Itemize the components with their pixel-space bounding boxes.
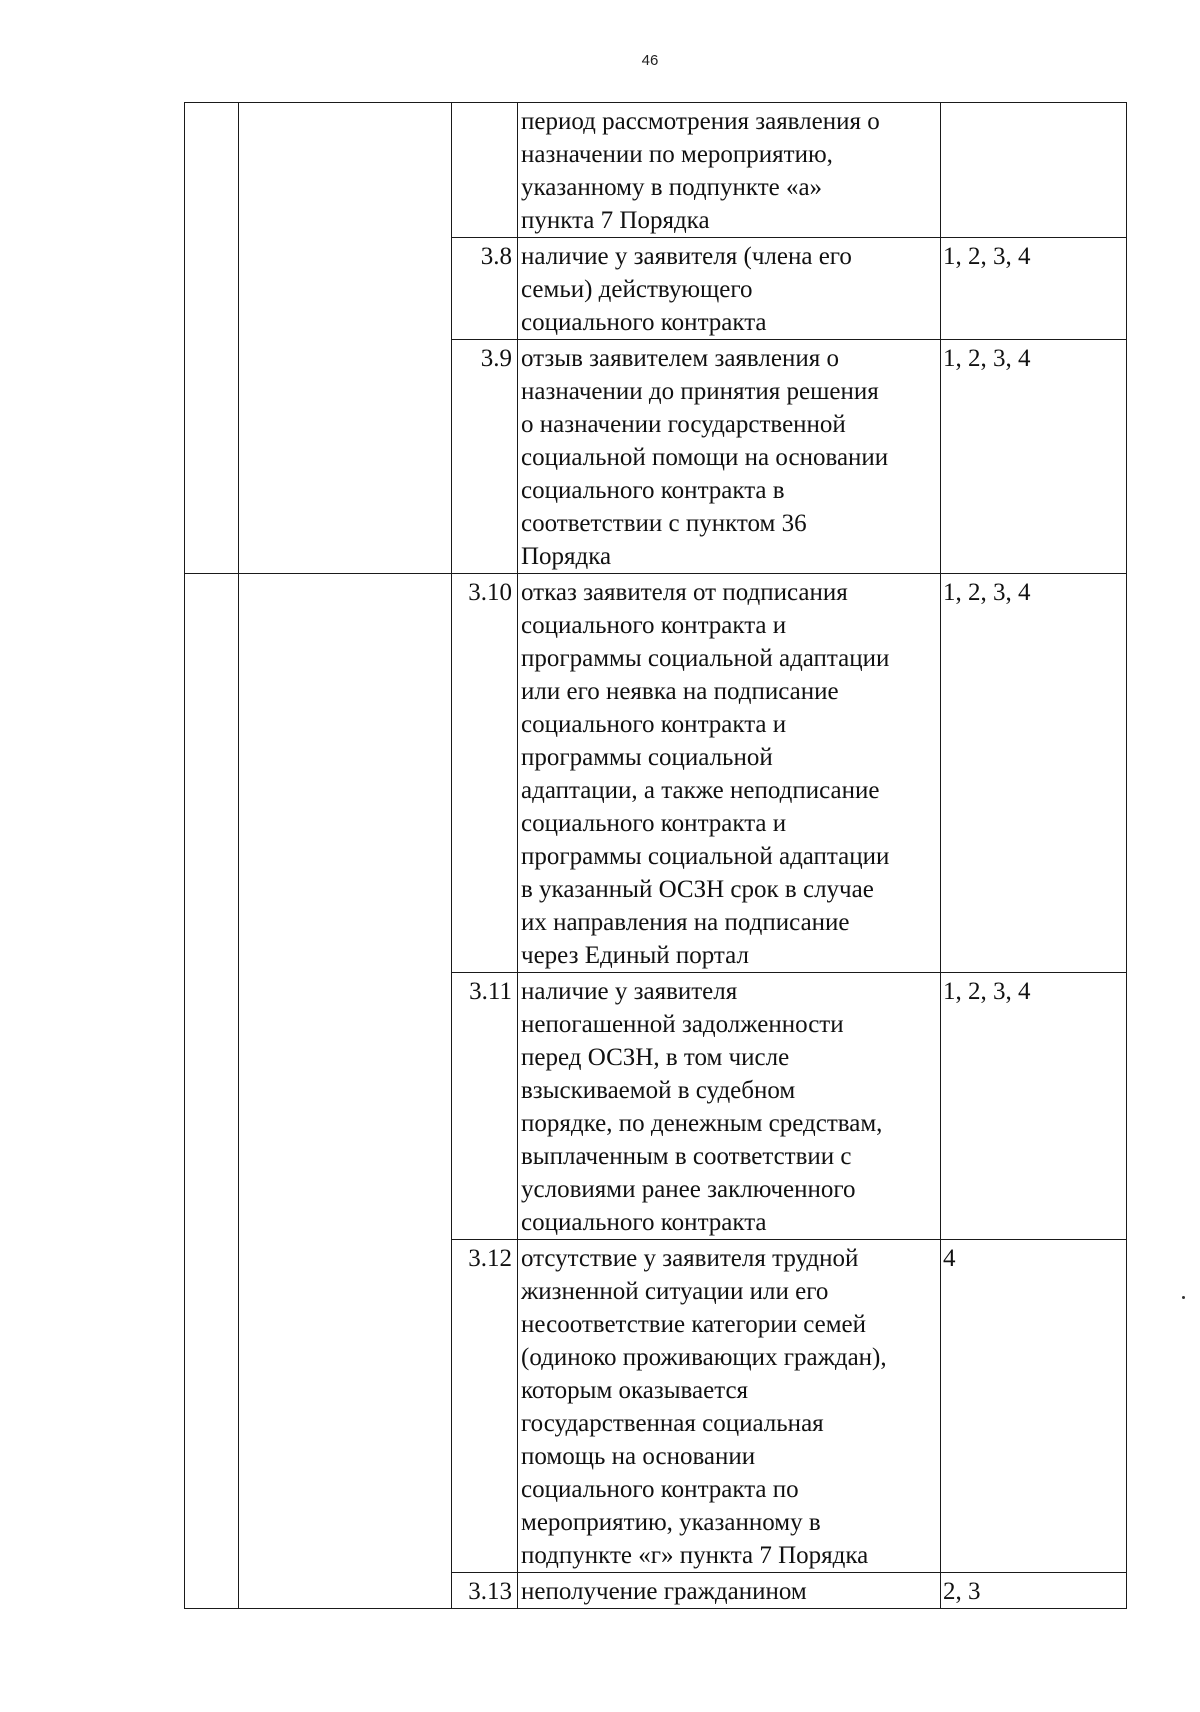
item-number: 3.12 <box>452 1240 518 1573</box>
item-description <box>518 238 941 340</box>
item-number: 3.13 <box>452 1573 518 1609</box>
description-line: перед ОСЗН, в том числе <box>521 1044 790 1071</box>
description-line: социального контракта по <box>521 1476 799 1503</box>
item-description <box>518 1573 941 1609</box>
description-line: или его неявка на подписание <box>521 678 839 705</box>
item-number: 3.8 <box>452 238 518 340</box>
table-row <box>185 103 1127 238</box>
item-codes: 1, 2, 3, 4 <box>941 574 1127 973</box>
description-line: назначении до принятия решения <box>521 378 879 405</box>
description-line: мероприятию, указанному в <box>521 1509 821 1536</box>
description-line: программы социальной адаптации <box>521 843 890 870</box>
description-line: непогашенной задолженности <box>521 1011 844 1038</box>
description-line: социального контракта и <box>521 612 787 639</box>
description-line: Порядка <box>521 543 612 570</box>
description-line: подпункте «г» пункта 7 Порядка <box>521 1542 869 1569</box>
page-number: 46 <box>641 52 659 69</box>
description-line: социальной помощи на основании <box>521 444 889 471</box>
item-codes: 1, 2, 3, 4 <box>941 238 1127 340</box>
description-line: взыскиваемой в судебном <box>521 1077 796 1104</box>
description-line: указанному в подпункте «а» <box>521 174 823 201</box>
item-number <box>452 103 518 238</box>
grounds-table <box>184 102 1127 1609</box>
description-line: государственная социальная <box>521 1410 824 1437</box>
description-line: неполучение гражданином <box>521 1578 807 1605</box>
description-line: выплаченным в соответствии с <box>521 1143 852 1170</box>
description-line: назначении по мероприятию, <box>521 141 833 168</box>
description-line: социального контракта и <box>521 810 787 837</box>
scan-dot <box>1182 1296 1185 1299</box>
item-description <box>518 574 941 973</box>
description-line: наличие у заявителя <box>521 978 738 1005</box>
description-line: адаптации, а также неподписание <box>521 777 880 804</box>
table-row <box>185 574 1127 973</box>
group-cell-1 <box>185 103 239 574</box>
description-line: пункта 7 Порядка <box>521 207 710 234</box>
description-line: отзыв заявителем заявления о <box>521 345 839 372</box>
item-number: 3.10 <box>452 574 518 973</box>
description-line: наличие у заявителя (члена его <box>521 243 852 270</box>
description-line: отказ заявителя от подписания <box>521 579 848 606</box>
description-line: отсутствие у заявителя трудной <box>521 1245 859 1272</box>
item-codes: 4 <box>941 1240 1127 1573</box>
description-line: соответствии с пунктом 36 <box>521 510 807 537</box>
item-description <box>518 973 941 1240</box>
description-line: несоответствие категории семей <box>521 1311 866 1338</box>
item-codes: 1, 2, 3, 4 <box>941 340 1127 574</box>
description-line: семьи) действующего <box>521 276 753 303</box>
description-line: условиями ранее заключенного <box>521 1176 856 1203</box>
description-line: о назначении государственной <box>521 411 846 438</box>
description-line: социального контракта <box>521 309 767 336</box>
description-line: которым оказывается <box>521 1377 749 1404</box>
item-description <box>518 340 941 574</box>
group-cell-1 <box>185 574 239 1609</box>
description-line: в указанный ОСЗН срок в случае <box>521 876 874 903</box>
description-line: их направления на подписание <box>521 909 850 936</box>
description-line: социального контракта и <box>521 711 787 738</box>
item-codes: 2, 3 <box>941 1573 1127 1609</box>
description-line: период рассмотрения заявления о <box>521 108 880 135</box>
item-description <box>518 1240 941 1573</box>
group-cell-2 <box>239 103 452 574</box>
description-line: социального контракта в <box>521 477 785 504</box>
description-line: программы социальной <box>521 744 773 771</box>
description-line: через Единый портал <box>521 942 749 969</box>
description-line: (одиноко проживающих граждан), <box>521 1344 887 1371</box>
item-number: 3.9 <box>452 340 518 574</box>
description-line: жизненной ситуации или его <box>521 1278 829 1305</box>
item-description <box>518 103 941 238</box>
item-codes <box>941 103 1127 238</box>
group-cell-2 <box>239 574 452 1609</box>
description-line: порядке, по денежным средствам, <box>521 1110 883 1137</box>
description-line: помощь на основании <box>521 1443 756 1470</box>
description-line: программы социальной адаптации <box>521 645 890 672</box>
item-number: 3.11 <box>452 973 518 1240</box>
item-codes: 1, 2, 3, 4 <box>941 973 1127 1240</box>
description-line: социального контракта <box>521 1209 767 1236</box>
